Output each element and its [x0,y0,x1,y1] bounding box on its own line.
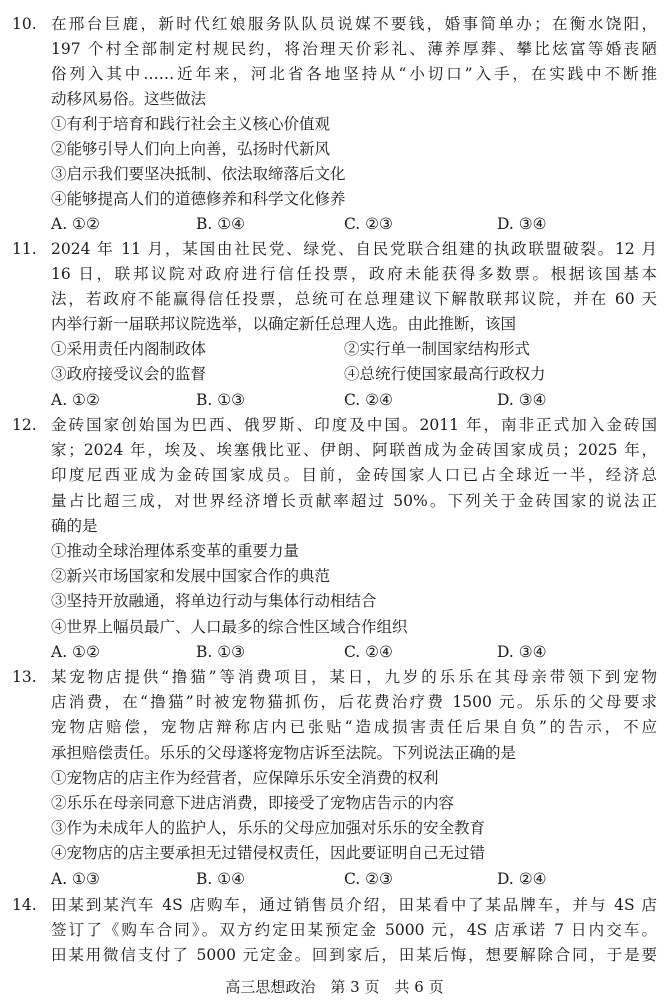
answer-option-d: D. ③④ [497,215,547,233]
answer-option-a: A. ①② [51,643,100,661]
question-number: 10. [12,15,37,33]
question-text-line: 197 个村全部制定村规民约，将治理天价彩礼、薄养厚葬、攀比炫富等婚丧陋 [51,40,657,58]
question-number: 13. [12,668,37,686]
question-number: 11. [12,240,37,258]
answer-option-d: D. ③④ [497,643,547,661]
answer-option-c: C. ②④ [344,643,393,661]
question-text-line: 确的是 [51,517,98,535]
question-text-line: 田某用微信支付了 5000 元定金。回到家后，田某后悔，想要解除合同，于是要 [51,946,657,964]
answer-option-c: C. ②④ [344,391,393,409]
question-text-line: 2024 年 11 月，某国由社民党、绿党、自民党联合组建的执政联盟破裂。12 月 [51,240,657,258]
question-text-line: 店消费，在“撸猫”时被宠物猫抓伤，后花费治疗费 1500 元。乐乐的父母要求 [51,693,657,711]
answer-option-c: C. ②③ [344,870,393,888]
statement-2: ②乐乐在母亲同意下进店消费，即接受了宠物店告示的内容 [51,794,455,812]
statement-1: ①采用责任内阁制政体 [51,340,207,358]
question-number: 12. [12,416,37,434]
question-number: 14. [12,896,37,914]
question-text-line: 在邢台巨鹿，新时代红娘服务队队员说媒不要钱，婚事简单办；在衡水饶阳， [51,15,657,33]
answer-option-a: A. ①③ [51,870,100,888]
statement-2: ②实行单一制国家结构形式 [344,340,531,358]
statement-4: ④总统行使国家最高行政权力 [344,365,546,383]
answer-option-b: B. ①④ [196,870,246,888]
question-text-line: 田某到某汽车 4S 店购车，通过销售员介绍，田某看中了某品牌车，并与 4S 店 [51,896,657,914]
question-text-line: 法，若政府不能赢得信任投票，总统可在总理建议下解散联邦议院，并在 60 天 [51,290,657,308]
statement-1: ①推动全球治理体系变革的重要力量 [51,542,300,560]
statement-4: ④宠物店的店主要承担无过错侵权责任，因此要证明自己无过错 [51,844,486,862]
answer-option-d: D. ②④ [497,870,547,888]
question-text-line: 量占比超三成，对世界经济增长贡献率超过 50%。下列关于金砖国家的说法正 [51,492,657,510]
answer-option-a: A. ①② [51,391,100,409]
question-text-line: 动移风易俗。这些做法 [51,90,207,108]
question-text-line: 签订了《购车合同》。双方约定田某预定金 5000 元，4S 店承诺 7 日内交车。 [51,921,657,939]
statement-3: ③坚持开放融通，将单边行动与集体行动相结合 [51,592,377,610]
statement-1: ①宠物店的店主作为经营者，应保障乐乐安全消费的权利 [51,769,439,787]
answer-option-d: D. ③④ [497,391,547,409]
question-text-line: 俗列入其中……近年来，河北省各地坚持从“小切口”入手，在实践中不断推 [51,65,657,83]
statement-4: ④世界上幅员最广、人口最多的综合性区域合作组织 [51,618,408,636]
question-text-line: 宠物店赔偿，宠物店辩称店内已张贴“造成损害责任后果自负”的告示，不应 [51,718,657,736]
statement-3: ③启示我们要坚决抵制、依法取缔落后文化 [51,165,346,183]
statement-1: ①有利于培育和践行社会主义核心价值观 [51,115,331,133]
statement-3: ③作为未成年人的监护人，乐乐的父母应加强对乐乐的安全教育 [51,819,486,837]
statement-2: ②能够引导人们向上向善，弘扬时代新风 [51,140,331,158]
answer-option-a: A. ①② [51,215,100,233]
question-text-line: 印度尼西亚成为金砖国家成员。目前，金砖国家人口已占全球近一半，经济总 [51,466,657,484]
statement-3: ③政府接受议会的监督 [51,365,207,383]
question-text-line: 家；2024 年，埃及、埃塞俄比亚、伊朗、阿联酋成为金砖国家成员；2025 年， [51,441,657,459]
statement-4: ④能够提高人们的道德修养和科学文化修养 [51,190,346,208]
answer-option-b: B. ①③ [196,643,246,661]
answer-option-b: B. ①④ [196,215,246,233]
statement-2: ②新兴市场国家和发展中国家合作的典范 [51,567,331,585]
page-footer: 高三思想政治 第 3 页 共 6 页 [225,978,444,996]
answer-option-b: B. ①③ [196,391,246,409]
answer-option-c: C. ②③ [344,215,393,233]
question-text-line: 承担赔偿责任。乐乐的父母遂将宠物店诉至法院。下列说法正确的是 [51,744,517,762]
question-text-line: 16 日，联邦议院对政府进行信任投票，政府未能获得多数票。根据该国基本 [51,265,657,283]
question-text-line: 某宠物店提供“撸猫”等消费项目，某日，九岁的乐乐在其母亲带领下到宠物 [51,668,657,686]
question-text-line: 内举行新一届联邦议院选举，以确定新任总理人选。由此推断，该国 [51,315,517,333]
question-text-line: 金砖国家创始国为巴西、俄罗斯、印度及中国。2011 年，南非正式加入金砖国 [51,416,657,434]
